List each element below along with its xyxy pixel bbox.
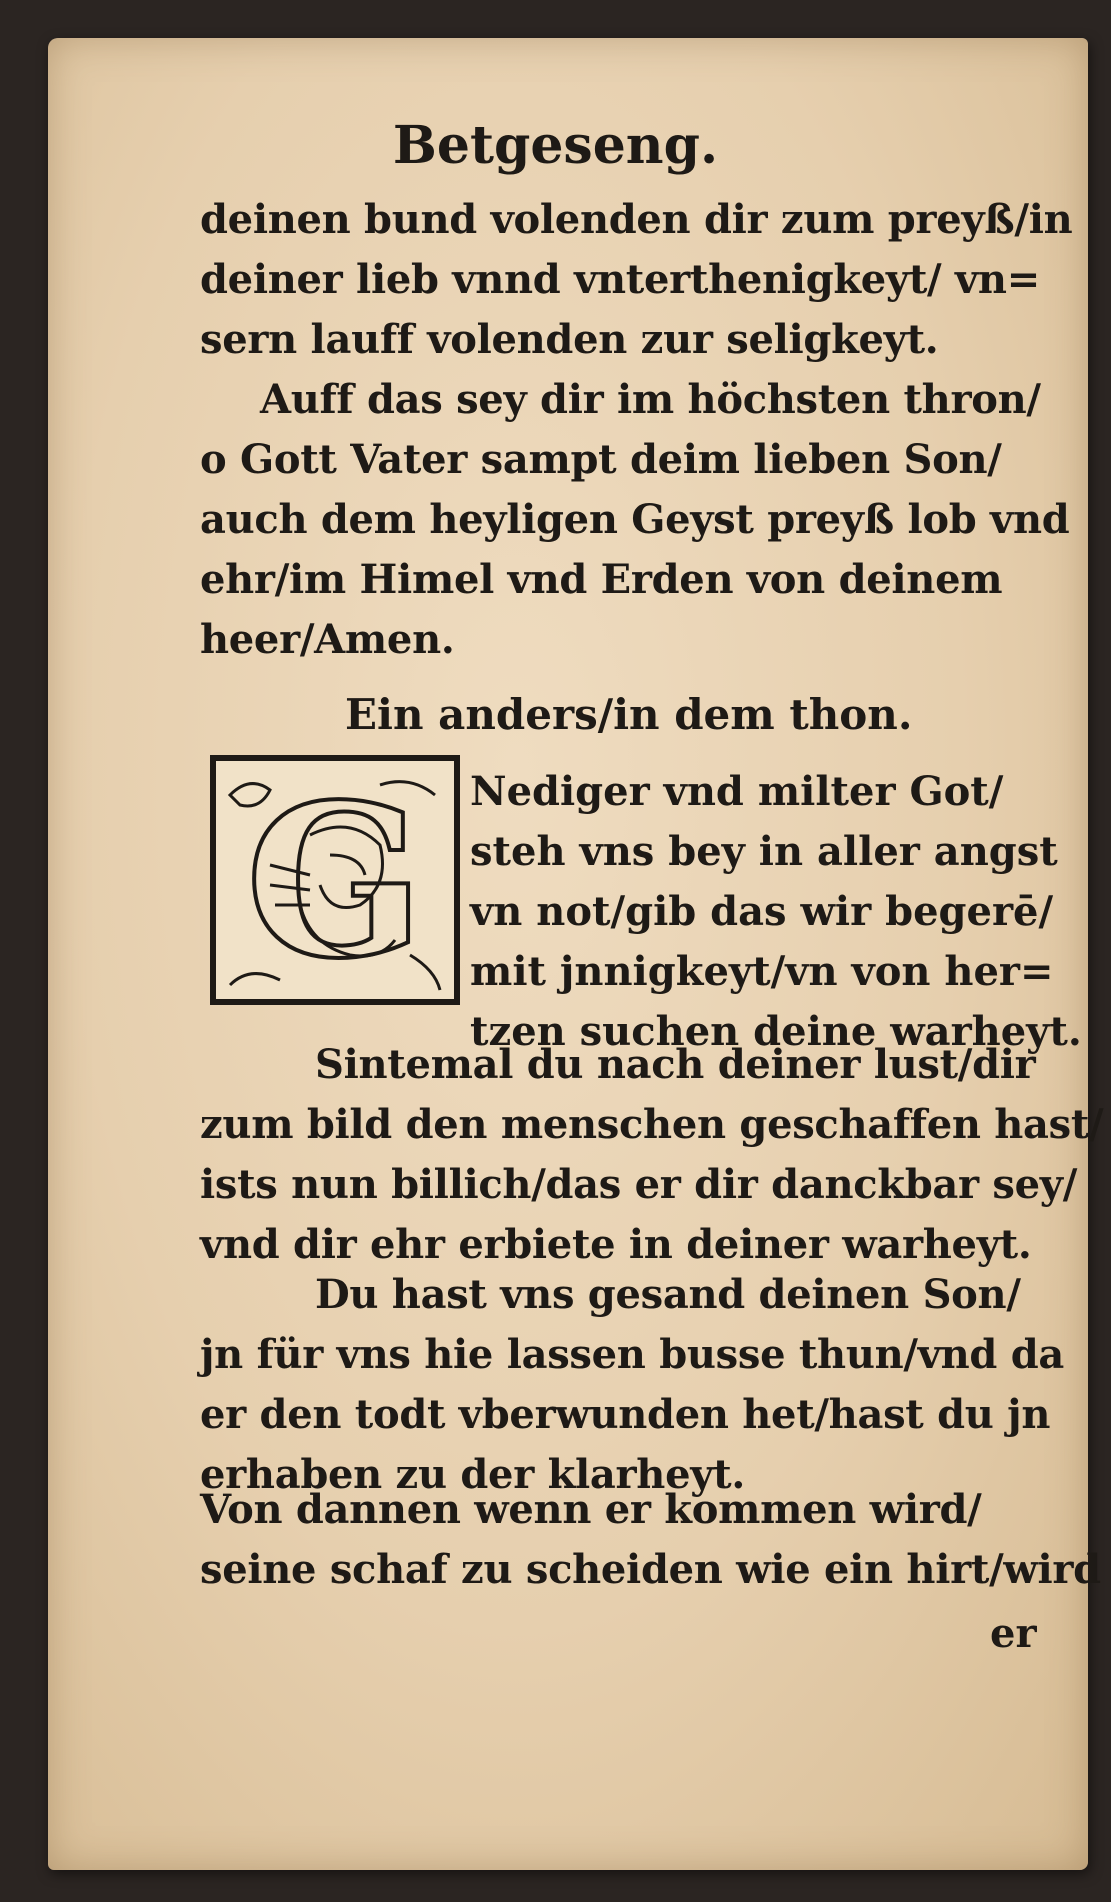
text-line: deiner lieb vnnd vnterthenigkeyt/ vn=: [200, 256, 1040, 303]
verse-block-1: [200, 190, 1073, 670]
text-line: vnd dir ehr erbiete in deiner warheyt.: [200, 1221, 1032, 1268]
text-line: auch dem heyligen Geyst preyß lob vnd: [200, 496, 1070, 543]
text-line: Sintemal du nach deiner lust/dir: [315, 1041, 1036, 1088]
text-line: Du hast vns gesand deinen Son/: [315, 1271, 1021, 1318]
verse-block-2: [470, 762, 1082, 1062]
text-line: erhaben zu der klarheyt.: [200, 1451, 745, 1498]
text-line: steh vns bey in aller angst: [470, 828, 1058, 875]
decorated-initial: [210, 755, 460, 1005]
text-line: Auff das sey dir im höchsten thron/: [260, 376, 1041, 423]
catchword: er: [990, 1610, 1037, 1657]
verse-block-5: [200, 1480, 1101, 1600]
text-line: vn not/gib das wir begerē/: [470, 888, 1054, 935]
text-line: Von dannen wenn er kommen wird/: [200, 1486, 982, 1533]
text-line: Nediger vnd milter Got/: [470, 768, 1004, 815]
text-line: er den todt vberwunden het/hast du jn: [200, 1391, 1051, 1438]
text-line: heer/Amen.: [200, 616, 455, 663]
text-line: tzen suchen deine warheyt.: [470, 1008, 1082, 1055]
text-line: ehr/im Himel vnd Erden von deinem: [200, 556, 1003, 603]
text-line: o Gott Vater sampt deim lieben Son/: [200, 436, 1002, 483]
text-line: sern lauff volenden zur seligkeyt.: [200, 316, 939, 363]
text-line: jn für vns hie lassen busse thun/vnd da: [200, 1331, 1065, 1378]
text-line: deinen bund volenden dir zum preyß/in: [200, 196, 1073, 243]
section-heading: Ein anders/in dem thon.: [345, 690, 913, 739]
verse-block-4: [200, 1265, 1065, 1505]
text-line: seine schaf zu scheiden wie ein hirt/wird: [200, 1546, 1101, 1593]
running-header: Betgeseng.: [392, 115, 719, 176]
verse-block-3: [200, 1035, 1104, 1275]
text-line: mit jnnigkeyt/vn von her=: [470, 948, 1054, 995]
text-line: zum bild den menschen geschaffen hast/: [200, 1101, 1104, 1148]
text-line: ists nun billich/das er dir danckbar sey/: [200, 1161, 1077, 1208]
initial-letter: G: [245, 758, 425, 1005]
